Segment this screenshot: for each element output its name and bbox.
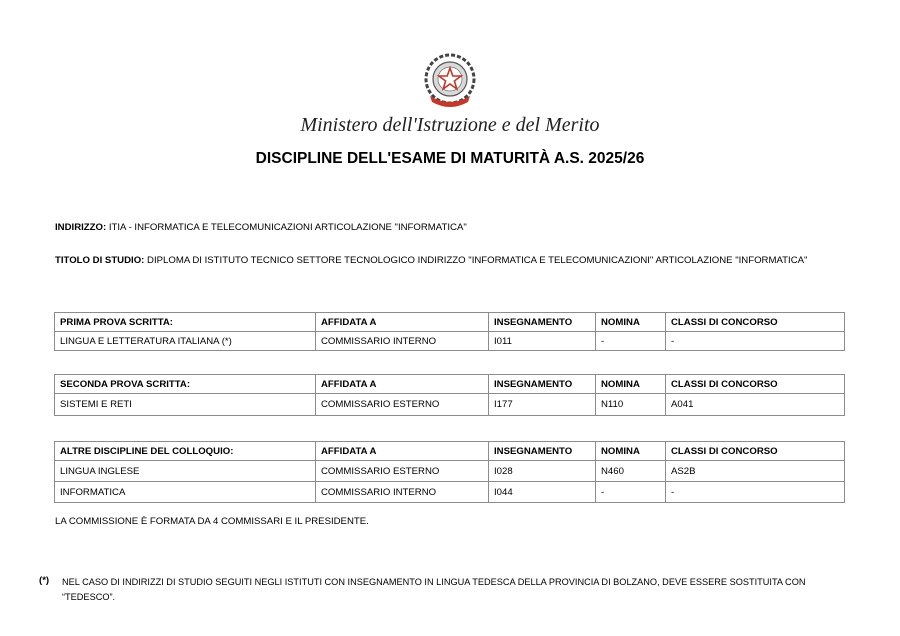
table-cell: I028 — [489, 461, 596, 482]
header-cell: ALTRE DISCIPLINE DEL COLLOQUIO: — [55, 442, 316, 461]
altre-discipline-table — [54, 441, 845, 503]
italian-republic-emblem — [421, 52, 479, 108]
table-cell: AS2B — [666, 461, 845, 482]
footnote-mark: (*) — [39, 575, 50, 586]
commission-note: LA COMMISSIONE È FORMATA DA 4 COMMISSARI E IL PRESIDENTE. — [55, 516, 369, 527]
table-cell: SISTEMI E RETI — [55, 394, 316, 416]
table-row — [55, 482, 845, 503]
table-cell: N460 — [596, 461, 666, 482]
indirizzo-value: ITIA - INFORMATICA E TELECOMUNICAZIONI ARTICOLAZIONE "INFORMATICA" — [108, 222, 467, 233]
table-cell: LINGUA E LETTERATURA ITALIANA (*) — [55, 332, 316, 351]
table-cell: I011 — [489, 332, 596, 351]
titolo-value: DIPLOMA DI ISTITUTO TECNICO SETTORE TECNOLOGICO INDIRIZZO "INFORMATICA E TELECOMUNICAZIONI" ARTICOLAZIONE "INFORMATICA" — [147, 255, 808, 266]
table-cell: A041 — [666, 394, 845, 416]
table-cell: COMMISSARIO INTERNO — [316, 332, 489, 351]
table-cell: - — [596, 482, 666, 503]
header-cell: NOMINA — [596, 442, 666, 461]
table-row — [55, 394, 845, 416]
table-cell: COMMISSARIO INTERNO — [316, 482, 489, 503]
titolo-label: TITOLO DI STUDIO: — [55, 255, 145, 266]
table-cell: - — [666, 332, 845, 351]
prima-prova-table — [54, 312, 845, 351]
header-cell: INSEGNAMENTO — [489, 442, 596, 461]
header-cell: AFFIDATA A — [316, 375, 489, 394]
footnote-text: NEL CASO DI INDIRIZZI DI STUDIO SEGUITI NEGLI ISTITUTI CON INSEGNAMENTO IN LINGUA TEDESCA DELLA PROVINCIA DI BOLZANO, DEVE ESSERE SOSTITUITA CON “TEDESCO”. — [62, 577, 806, 602]
table-cell: - — [596, 332, 666, 351]
table-cell: - — [666, 482, 845, 503]
seconda-prova-table — [54, 374, 845, 416]
header-cell: NOMINA — [596, 313, 666, 332]
table-header-row — [55, 375, 845, 394]
table-row — [55, 332, 845, 351]
table-header-row — [55, 313, 845, 332]
header-cell: AFFIDATA A — [316, 313, 489, 332]
header-cell: AFFIDATA A — [316, 442, 489, 461]
table-cell: COMMISSARIO ESTERNO — [316, 394, 489, 416]
table-row — [55, 461, 845, 482]
ministry-name: Ministero dell'Istruzione e del Merito — [300, 114, 600, 136]
table-cell: I177 — [489, 394, 596, 416]
header-cell: INSEGNAMENTO — [489, 313, 596, 332]
indirizzo-label: INDIRIZZO: — [55, 222, 107, 233]
indirizzo-line — [55, 221, 825, 234]
table-cell: I044 — [489, 482, 596, 503]
table-header-row — [55, 442, 845, 461]
table-cell: N110 — [596, 394, 666, 416]
header-cell: CLASSI DI CONCORSO — [666, 375, 845, 394]
page-title: DISCIPLINE DELL'ESAME DI MATURITÀ A.S. 2025/26 — [255, 150, 645, 167]
header-cell: SECONDA PROVA SCRITTA: — [55, 375, 316, 394]
header-cell: CLASSI DI CONCORSO — [666, 313, 845, 332]
titolo-line — [55, 254, 825, 267]
header-cell: NOMINA — [596, 375, 666, 394]
header-cell: INSEGNAMENTO — [489, 375, 596, 394]
header-cell: CLASSI DI CONCORSO — [666, 442, 845, 461]
table-cell: LINGUA INGLESE — [55, 461, 316, 482]
table-cell: COMMISSARIO ESTERNO — [316, 461, 489, 482]
header-cell: PRIMA PROVA SCRITTA: — [55, 313, 316, 332]
table-cell: INFORMATICA — [55, 482, 316, 503]
